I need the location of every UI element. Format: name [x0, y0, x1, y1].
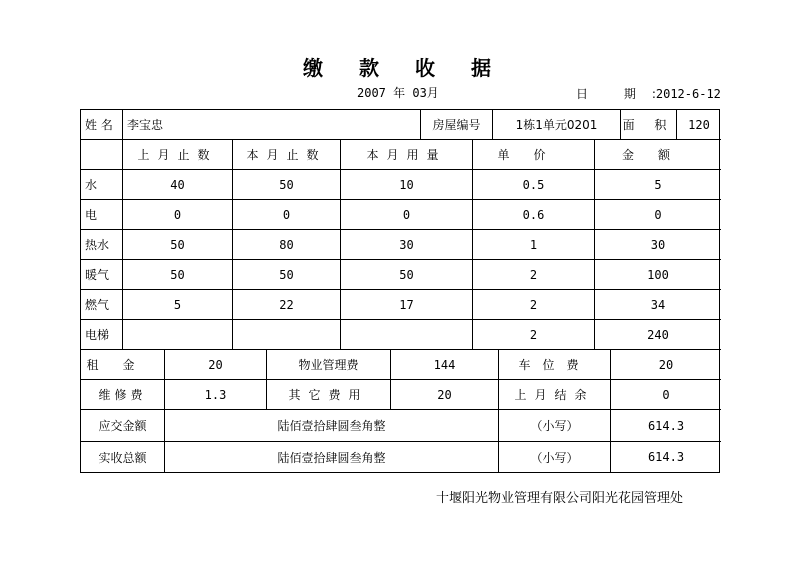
amount-due-small-label: （小写）: [499, 410, 611, 442]
utility-utility-name: 电梯: [81, 320, 123, 350]
name-value: 李宝忠: [123, 110, 421, 140]
utility-curr-reading: 80: [233, 230, 341, 260]
utility-amount: 240: [595, 320, 721, 350]
col-curr-reading: 本月止数: [233, 140, 341, 170]
utility-utility-name: 热水: [81, 230, 123, 260]
utility-usage: [341, 320, 473, 350]
room-label: 房屋编号: [421, 110, 493, 140]
utility-curr-reading: 50: [233, 260, 341, 290]
repair-fee-label: 维修费: [81, 380, 165, 410]
utility-amount: 30: [595, 230, 721, 260]
mgmt-fee-value: 144: [391, 350, 499, 380]
utility-prev-reading: 0: [123, 200, 233, 230]
col-unit-price: 单价: [473, 140, 595, 170]
rent-value: 20: [165, 350, 267, 380]
other-fee-value: 20: [391, 380, 499, 410]
utility-unit-price: 2: [473, 320, 595, 350]
utility-utility-name: 暖气: [81, 260, 123, 290]
name-label: 姓 名: [81, 110, 123, 140]
utility-amount: 0: [595, 200, 721, 230]
amount-paid-label: 实收总额: [81, 442, 165, 472]
utility-utility-name: 电: [81, 200, 123, 230]
balance-value: 0: [611, 380, 721, 410]
col-usage: 本月用量: [341, 140, 473, 170]
utility-curr-reading: 22: [233, 290, 341, 320]
col-prev-reading: 上月止数: [123, 140, 233, 170]
utility-utility-name: 水: [81, 170, 123, 200]
balance-label: 上月结余: [499, 380, 611, 410]
other-fee-label: 其它费用: [267, 380, 391, 410]
utility-curr-reading: 50: [233, 170, 341, 200]
amount-paid-value: 614.3: [647, 450, 685, 464]
utility-amount: 5: [595, 170, 721, 200]
utility-prev-reading: 40: [123, 170, 233, 200]
amount-due-value: 614.3: [611, 410, 721, 442]
utility-curr-reading: [233, 320, 341, 350]
corner-cell: [81, 140, 123, 170]
utility-prev-reading: 50: [123, 230, 233, 260]
repair-fee-value: 1.3: [165, 380, 267, 410]
date-value: 2012-6-12: [655, 87, 721, 101]
amount-due-label: 应交金额: [81, 410, 165, 442]
utility-usage: 0: [341, 200, 473, 230]
area-label: 面 积: [621, 110, 677, 140]
receipt-date: [576, 85, 721, 102]
amount-due-words: 陆佰壹拾肆圆叁角整: [165, 410, 499, 442]
utility-unit-price: 0.6: [473, 200, 595, 230]
date-colon: :: [651, 87, 656, 101]
utility-prev-reading: 50: [123, 260, 233, 290]
utility-utility-name: 燃气: [81, 290, 123, 320]
parking-fee-value: 20: [611, 350, 721, 380]
utility-amount: 34: [595, 290, 721, 320]
receipt-title: 缴款收据: [303, 56, 527, 80]
utility-prev-reading: 5: [123, 290, 233, 320]
utility-unit-price: 0.5: [473, 170, 595, 200]
area-value: 120: [677, 110, 721, 140]
col-amount: 金额: [595, 140, 721, 170]
date-label: 日 期: [576, 87, 652, 101]
utility-prev-reading: [123, 320, 233, 350]
utility-curr-reading: 0: [233, 200, 341, 230]
mgmt-fee-label: 物业管理费: [267, 350, 391, 380]
utility-unit-price: 2: [473, 260, 595, 290]
amount-paid-words: 陆佰壹拾肆圆叁角整: [165, 442, 499, 472]
utility-unit-price: 1: [473, 230, 595, 260]
billing-period: 2007 年 03月: [357, 86, 439, 100]
utility-usage: 50: [341, 260, 473, 290]
utility-usage: 17: [341, 290, 473, 320]
utility-amount: 100: [595, 260, 721, 290]
amount-paid-small-label: （小写）: [499, 442, 611, 472]
rent-label: 租金: [81, 350, 165, 380]
utility-usage: 30: [341, 230, 473, 260]
parking-fee-label: 车位费: [499, 350, 611, 380]
issuer-name: 十堰阳光物业管理有限公司阳光花园管理处: [436, 491, 684, 506]
receipt-table: [80, 109, 720, 473]
room-value: 1栋1单元0201: [493, 110, 621, 140]
utility-usage: 10: [341, 170, 473, 200]
utility-unit-price: 2: [473, 290, 595, 320]
